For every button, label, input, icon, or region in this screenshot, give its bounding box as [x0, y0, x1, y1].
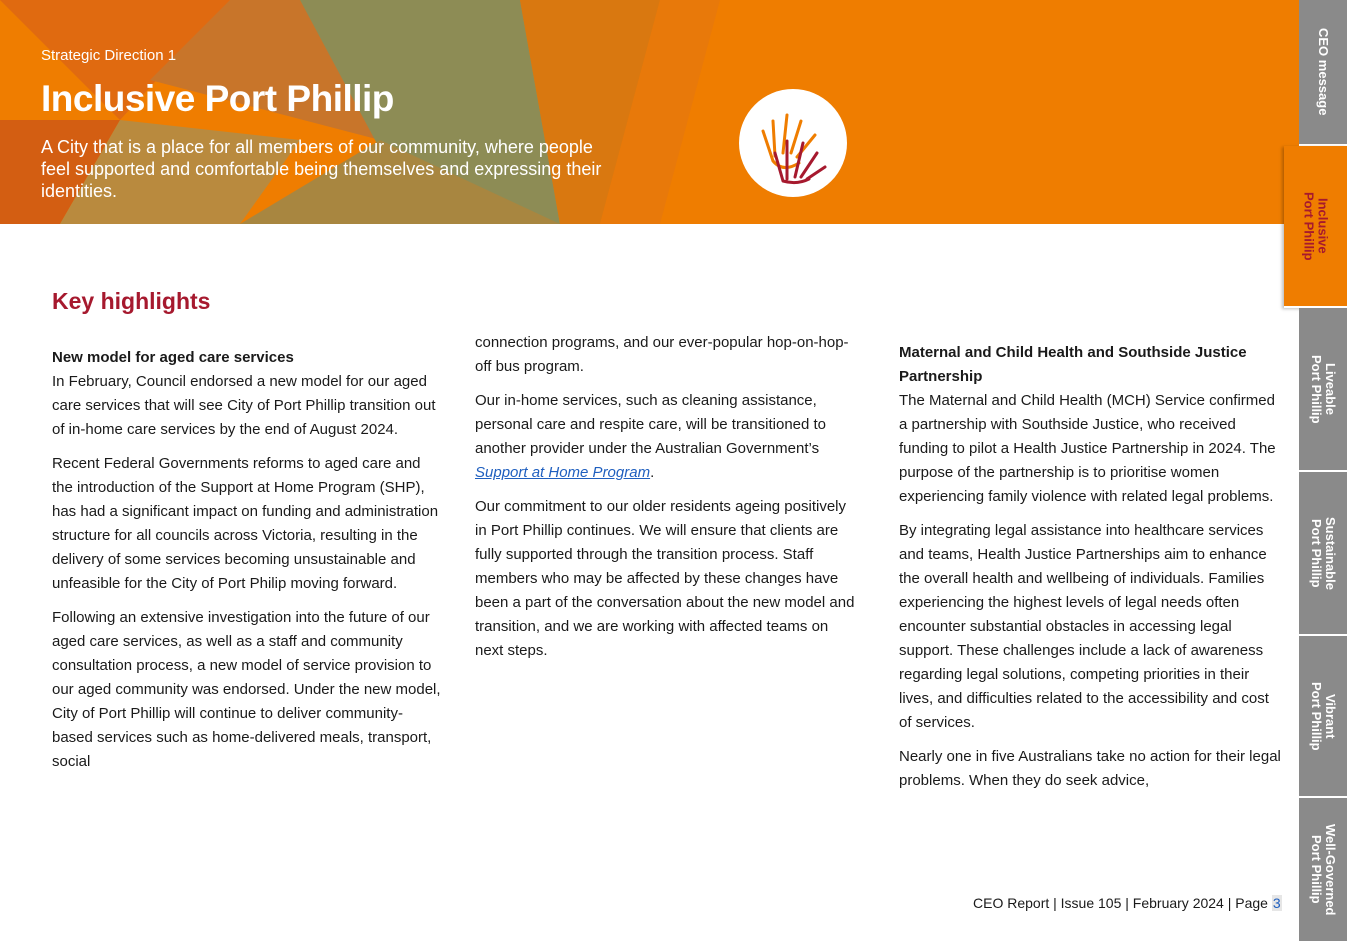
paragraph: Our commitment to our older residents ageing positively in Port Phillip continues. We will ensure that clients are fully supported through the transition process. Staff members who may be affected by these changes have been a part of the conversation about the new model and transition, and we are working with affected teams on next steps.: [475, 498, 855, 659]
paragraph-text: Our in-home services, such as cleaning assistance, personal care and respite care, will be transitioned to another provider under the Australian Government’s: [475, 392, 827, 457]
section-tabs: [1299, 0, 1347, 941]
tab-label: Sustainable Port Phillip: [1309, 516, 1338, 590]
tab-label: Inclusive Port Phillip: [1301, 191, 1331, 261]
paragraph: Nearly one in five Australians take no action for their legal problems. When they do seek advice,: [899, 748, 1281, 789]
paragraph: [475, 389, 860, 485]
tab-label: Vibrant Port Phillip: [1309, 681, 1338, 751]
banner-subtitle: A City that is a place for all members of our community, where people feel supported and comfortable being themselves and expressing their identities.: [41, 137, 602, 201]
column-3: [899, 341, 1284, 803]
footer-text: CEO Report | Issue 105 | February 2024 | Page: [973, 895, 1272, 911]
paragraph: Following an extensive investigation into the future of our aged care services, as well as a staff and community consultation process, a new model of service provision to our aged community was endorsed. Under the new model, City of Port Phillip will continue to deliver community-based services such as home-delivered meals, transport, social: [52, 609, 441, 770]
paragraph: connection programs, and our ever-popular hop-on-hop-off bus program.: [475, 334, 849, 375]
tab-liveable-port-phillip[interactable]: [1299, 308, 1347, 472]
paragraph: By integrating legal assistance into healthcare services and teams, Health Justice Partnerships aim to enhance the overall health and wellbeing of individuals. Families experiencing the highest levels of legal needs often encounter substantial obstacles in accessing legal support. These challenges include a lack of awareness regarding legal solutions, competing priorities in their lives, and difficulties related to the accessibility and cost of services.: [899, 522, 1269, 731]
paragraph-text: .: [650, 464, 655, 481]
page-title: Inclusive Port Phillip: [41, 78, 394, 119]
hands-icon: [753, 101, 833, 185]
tab-vibrant-port-phillip[interactable]: [1299, 636, 1347, 798]
header-banner: [0, 0, 1299, 224]
tab-sustainable-port-phillip[interactable]: [1299, 472, 1347, 636]
page-footer: [973, 895, 1282, 911]
mch-subheading: Maternal and Child Health and Southside Justice Partnership: [899, 344, 1247, 385]
tab-label: Well-Governed Port Phillip: [1309, 823, 1338, 916]
tab-label: Liveable Port Phillip: [1309, 354, 1338, 424]
page-number: 3: [1272, 895, 1281, 911]
paragraph: The Maternal and Child Health (MCH) Service confirmed a partnership with Southside Justice, who received funding to pilot a Health Justice Partnership in 2024. The purpose of the partnership is to prioritise women experiencing family violence with related legal problems.: [899, 392, 1276, 505]
emblem: [739, 89, 847, 197]
tab-inclusive-port-phillip[interactable]: [1284, 146, 1347, 308]
tab-label: CEO message: [1316, 28, 1331, 116]
banner-kicker: Strategic Direction 1: [41, 47, 177, 64]
tab-ceo-message[interactable]: [1299, 0, 1347, 146]
tab-well-governed-port-phillip[interactable]: [1299, 798, 1347, 941]
column-2: [475, 331, 860, 673]
paragraph: In February, Council endorsed a new model for our aged care services that will see City of Port Phillip transition out of in-home care services by the end of August 2024.: [52, 373, 436, 438]
paragraph: Recent Federal Governments reforms to aged care and the introduction of the Support at Home Program (SHP), has had a significant impact on funding and administration structure for all councils across Victoria, resulting in the delivery of some services becoming unsustainable and unfeasible for the City of Port Philip moving forward.: [52, 455, 439, 592]
column-1: [52, 346, 442, 784]
aged-care-subheading: New model for aged care services: [52, 349, 294, 366]
key-highlights-heading: Key highlights: [52, 288, 211, 314]
support-at-home-link[interactable]: Support at Home Program: [475, 464, 651, 481]
